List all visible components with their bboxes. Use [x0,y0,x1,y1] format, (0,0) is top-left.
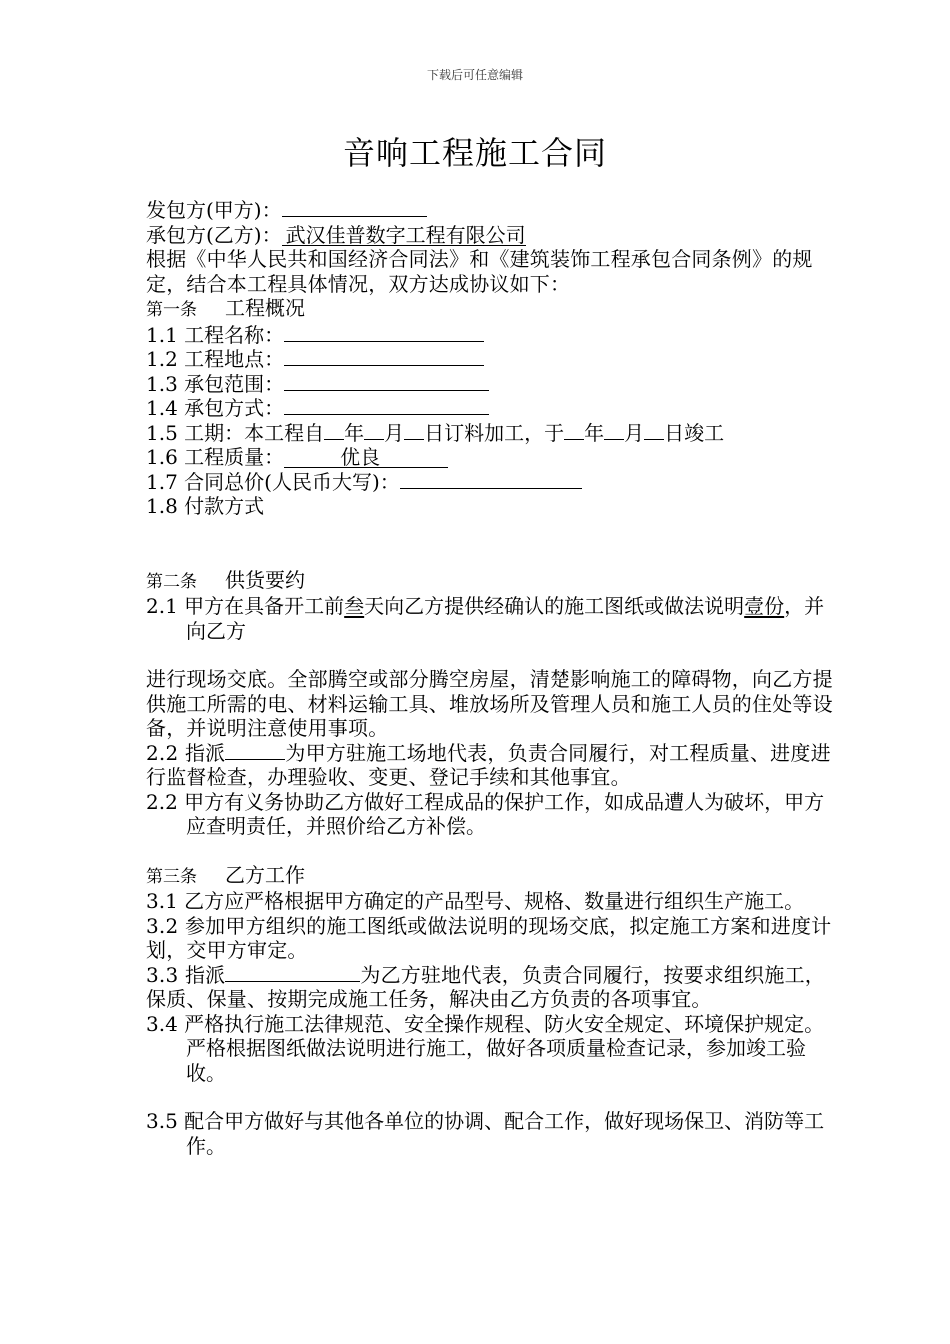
item-1-4-label: 1.4 承包方式： [146,396,285,420]
party-a-representative-blank [225,741,285,760]
item-2-1-continued: 进行现场交底。全部腾空或部分腾空房屋，清楚影响施工的障碍物，向乙方提供施工所需的电、材料运输工具、堆放场所及管理人员和施工人员的住处等设备，并说明注意使用事项。 [146,667,833,740]
party-b-value: 武汉佳普数字工程有限公司 [282,225,526,246]
days-value: 叁 [344,594,365,618]
article-1-name: 工程概况 [225,296,305,320]
item-1-1 [146,323,836,348]
party-b-representative-blank [225,963,360,982]
article-1-label: 第一条 [146,300,197,320]
year-label: 年 [584,420,605,445]
item-1-5 [146,421,836,446]
intro-paragraph: 根据《中华人民共和国经济合同法》和《建筑装饰工程承包合同条例》的规定，结合本工程具体情况，双方达成协议如下： [146,247,813,296]
item-1-5-end: 日竣工 [664,420,725,445]
end-month-blank [604,421,624,440]
article-3-name: 乙方工作 [225,862,305,887]
item-3-3 [146,963,836,1012]
item-1-7-blank [400,470,582,489]
item-1-6-label: 1.6 工程质量： [146,445,285,469]
item-1-2 [146,347,836,372]
item-3-5: 3.5 配合甲方做好与其他各单位的协调、配合工作，做好现场保卫、消防等工作。 [146,1109,825,1158]
item-1-1-label: 1.1 工程名称： [146,322,285,347]
item-1-3 [146,372,836,397]
item-1-7-label: 1.7 合同总价(人民币大写)： [146,469,400,494]
item-2-1 [146,594,836,643]
item-2-2-text-b: 为甲方驻施工场地代表，负责合同履行，对工程质量、进度进行监督检查，办理验收、变更、登记手续和其他事宜。 [146,740,831,789]
copies-value: 壹份 [744,594,785,618]
quality-value: 优良 [284,447,448,468]
item-3-2: 3.2 参加甲方组织的施工图纸或做法说明的现场交底，拟定施工方案和进度计划，交甲方审定。 [146,913,832,962]
document-title: 音响工程施工合同 [342,134,607,172]
item-1-7 [146,470,836,495]
party-a-line [146,198,836,223]
end-year-blank [564,421,584,440]
item-1-3-label: 1.3 承包范围： [146,371,285,396]
item-1-1-blank [284,323,484,342]
party-a-blank [282,198,427,217]
item-2-1-text-a: 2.1 甲方在具备开工前 [146,594,345,618]
item-1-8 [146,494,836,519]
item-3-4: 3.4 严格执行施工法律规范、安全操作规程、防火安全规定、环境保护规定。严格根据图纸做法说明进行施工，做好各项质量检查记录，参加竣工验收。 [146,1011,825,1085]
item-2-2-text-a: 2.2 指派 [146,740,226,765]
item-1-6 [146,445,836,470]
page-header-note: 下载后可任意编辑 [426,68,523,82]
item-2-2 [146,741,836,790]
start-month-blank [364,421,384,440]
item-2-1-text-b: 天向乙方提供经确认的施工图纸或做法说明 [364,594,745,618]
item-3-3-text-b: 为乙方驻地代表，负责合同履行，按要求组织施工，保质、保量、按期完成施工任务，解决由乙方负责的各项事宜。 [146,962,825,1011]
item-1-4 [146,396,836,421]
end-day-blank [644,421,664,440]
month-label: 月 [624,420,645,445]
item-2-1-text-c: ，并向乙方 [186,594,825,643]
item-1-2-blank [284,347,484,366]
article-2-heading [146,568,836,595]
party-b-line [146,223,836,248]
party-a-label: 发包方(甲方)： [146,198,282,222]
year-label: 年 [344,420,365,445]
item-3-3-text-a: 3.3 指派 [146,962,226,987]
item-1-4-blank [284,396,489,415]
item-2-2-protection: 2.2 甲方有义务协助乙方做好工程成品的保护工作，如成品遭人为破坏，甲方应查明责任，并照价给乙方补偿。 [146,789,825,838]
article-3-heading [146,863,836,890]
start-day-blank [404,421,424,440]
article-3-label: 第三条 [146,866,197,887]
item-3-1: 3.1 乙方应严格根据甲方确定的产品型号、规格、数量进行组织生产施工。 [146,889,805,913]
item-1-8-label: 1.8 付款方式 [146,494,265,518]
item-1-5-text: 1.5 工期：本工程自 [146,420,325,445]
item-1-3-blank [284,372,489,391]
article-1-heading [146,296,836,323]
item-1-2-label: 1.2 工程地点： [146,347,285,371]
article-2-label: 第二条 [146,571,197,592]
party-b-label: 承包方(乙方)： [146,222,282,247]
item-1-5-middle: 日订料加工，于 [424,420,565,445]
start-year-blank [324,421,344,440]
month-label: 月 [384,420,405,445]
contract-body [146,198,836,1158]
article-2-name: 供货要约 [225,567,305,592]
